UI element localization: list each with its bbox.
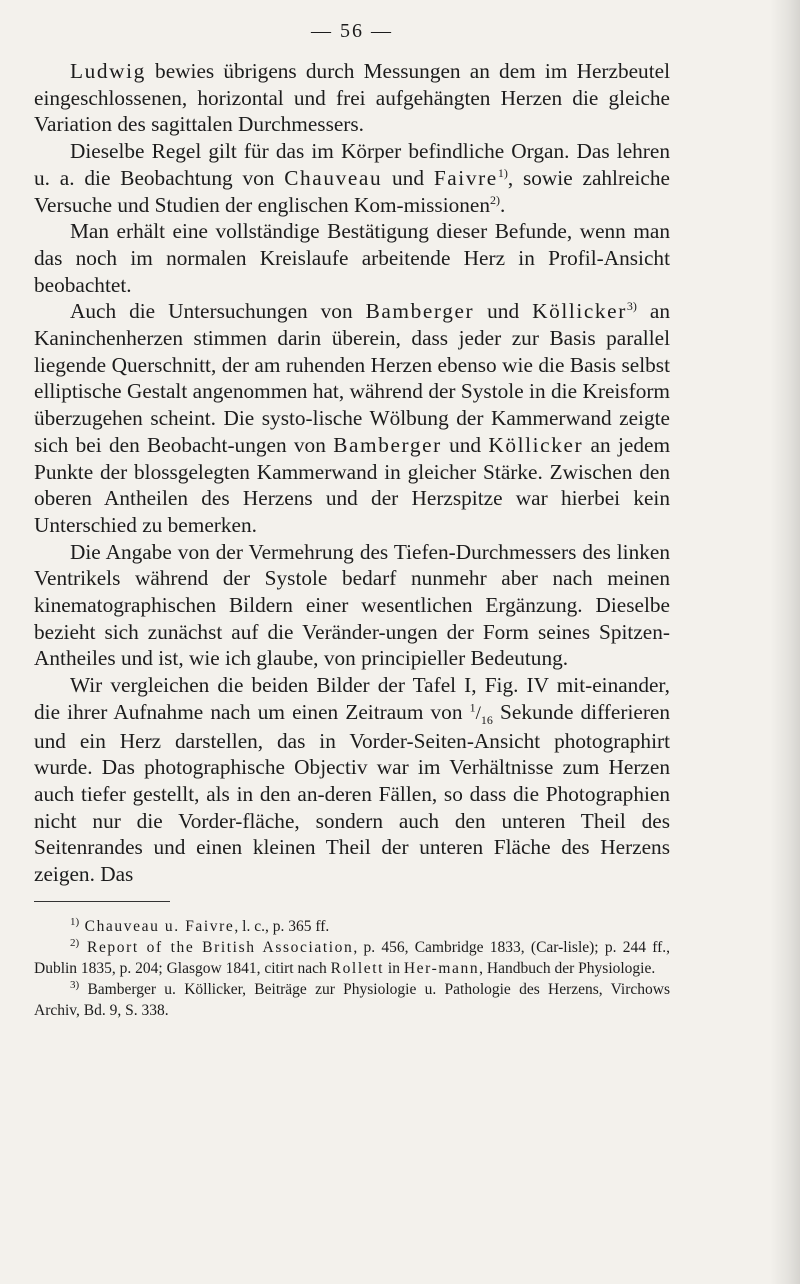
author-name: Bamberger xyxy=(79,980,157,998)
paragraph-1 xyxy=(34,58,670,138)
footnote-ref: 1) xyxy=(497,165,508,180)
paragraph-text: und xyxy=(382,165,434,190)
fraction: $^1/_{16}$ xyxy=(469,700,493,727)
author-name: Köllicker xyxy=(488,432,584,457)
author-name: Ludwig xyxy=(70,59,146,83)
footnote-mark: 3) xyxy=(70,978,80,991)
page-edge-shadow xyxy=(770,0,800,1284)
footnote-text: u. xyxy=(156,980,185,998)
author-name: Her-mann xyxy=(403,959,480,977)
footnote-ref: 3) xyxy=(626,299,637,314)
footnote-mark: 1) xyxy=(70,915,80,928)
author-name: Bamberger xyxy=(333,432,442,457)
fraction-numerator: 1 xyxy=(469,700,476,715)
paragraph-4 xyxy=(34,298,670,538)
source-title: Report of the British Association xyxy=(79,938,354,956)
paragraph-text: und xyxy=(441,432,489,457)
footnote-text: , p. 456, Cambridge 1833, (Car-lisle); p. 244 ff., Dublin 1835, p. 204; Glasgow 1841, citirt nach xyxy=(34,938,670,977)
paragraph-text: . xyxy=(500,192,506,217)
author-name: Bamberger xyxy=(365,299,475,324)
book-page xyxy=(34,18,670,1021)
footnote-ref: 2) xyxy=(490,192,501,207)
author-name: Chauveau u. Faivre xyxy=(79,917,235,935)
footnote-1 xyxy=(34,916,670,937)
paragraph-text: , sowie zahlreiche Versuche und Studien der englischen Kom-missionen xyxy=(34,165,670,217)
paragraph-text: bewies übrigens durch Messungen an dem im Herzbeutel eingeschlossenen, horizontal und frei aufgehängten Herzen die gleiche Variation des sagittalen Durchmessers. xyxy=(34,59,670,137)
page-number: — 56 — xyxy=(311,20,393,42)
paragraph-text: und xyxy=(474,299,533,324)
fraction-denominator: 16 xyxy=(480,712,493,727)
author-name: Chauveau xyxy=(284,165,383,190)
paragraph-text: Sekunde differieren und ein Herz darstellen, das in Vorder-Seiten-Ansicht photographirt wurde. Das photographische Objectiv war im Verhältnisse zum Herzen auch tiefer gestellt, als in den an-deren Fällen, so dass die Photographien nicht nur die Vorder-fläche, sondern auch den unteren Theil des Seitenrandes und einen kleinen Theil der unteren Fläche des Herzens zeigen. Das xyxy=(34,699,671,887)
footnote-2 xyxy=(34,937,670,979)
paragraph-5: Die Angabe von der Vermehrung des Tiefen-Durchmessers des linken Ventrikels während der Systole bedarf nunmehr aber nach meinen kinematographischen Bildern einer wesentlichen Ergänzung. Dieselbe bezieht sich zunächst auf die Veränder-ungen der Form seines Spitzen-Antheiles und ist, wie ich glaube, von principieller Bedeutung. xyxy=(34,539,670,671)
paragraph-6 xyxy=(34,672,670,888)
footnote-3 xyxy=(34,979,670,1021)
paragraph-text: Wir vergleichen die beiden Bilder der Tafel I, Fig. IV mit-einander, die ihrer Aufnahme nach um einen Zeitraum von xyxy=(34,673,670,724)
body-text xyxy=(34,58,670,888)
paragraph-text: Dieselbe Regel gilt für das im Körper befindliche Organ. Das lehren u. a. die Beobachtung von xyxy=(34,139,670,190)
paragraph-3: Man erhält eine vollständige Bestätigung dieser Befunde, wenn man das noch im normalen Kreislaufe arbeitende Herz in Profil-Ansicht beobachtet. xyxy=(34,219,670,297)
footnote-mark: 2) xyxy=(70,936,80,949)
paragraph-text: Auch die Untersuchungen von xyxy=(70,299,366,324)
footnote-text: , Beiträge zur Physiologie u. Pathologie des Herzens, Virchows Archiv, Bd. 9, S. 338. xyxy=(34,980,671,1019)
author-name: Rollett xyxy=(330,959,385,977)
author-name: Köllicker xyxy=(532,299,627,324)
author-name: Köllicker xyxy=(184,980,243,998)
footnote-text: , Handbuch der Physiologie. xyxy=(479,959,656,977)
footnote-rule xyxy=(34,901,170,902)
paragraph-text: an Kaninchenherzen stimmen darin überein, dass jeder zur Basis parallel liegende Querschnitt, der am ruhenden Herzen ebenso wie die Basis selbst elliptische Gestalt angenommen hat, während der Systole in die Kreisform überzugehen scheint. Die systo-lische Wölbung der Kammerwand zeigte sich bei den Beobacht-ungen von xyxy=(34,299,670,457)
footnotes xyxy=(34,916,670,1021)
paragraph-text: an jedem Punkte der blossgelegten Kammerwand in gleicher Stärke. Zwischen den oberen Antheilen des Herzens und der Herzspitze war hierbei kein Unterschied zu bemerken. xyxy=(34,432,671,537)
footnote-text: , l. c., p. 365 ff. xyxy=(234,917,330,935)
footnote-text: in xyxy=(384,959,404,977)
paragraph-2 xyxy=(34,138,670,218)
author-name: Faivre xyxy=(433,165,498,190)
